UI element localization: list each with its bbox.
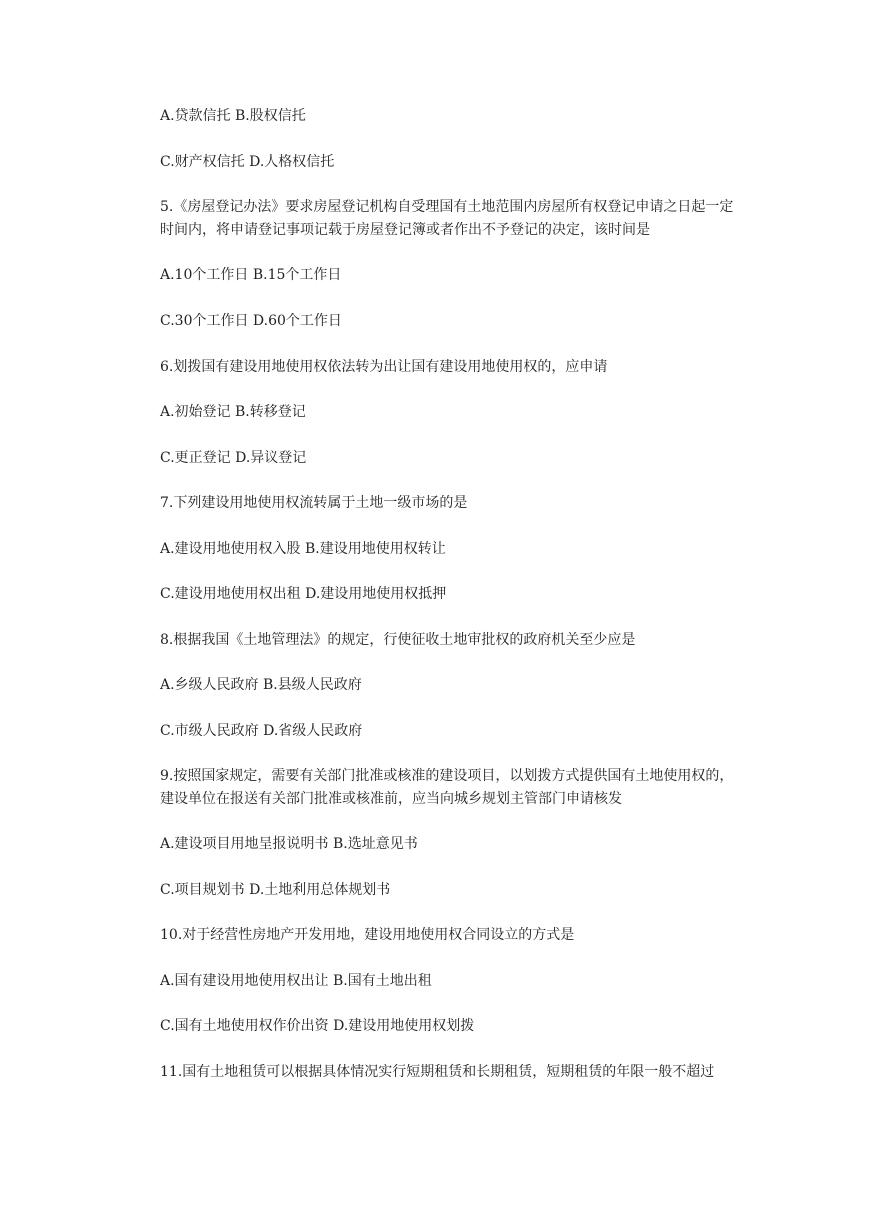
question-9: 9.按照国家规定，需要有关部门批准或核准的建设项目，以划拨方式提供国有土地使用权的，建设单位在报送有关部门批准或核准前，应当向城乡规划主管部门申请核发 [160, 768, 734, 807]
option-line-q10-cd: C.国有土地使用权作价出资 D.建设用地使用权划拨 [160, 1018, 475, 1034]
option-line-q9-ab: A.建设项目用地呈报说明书 B.选址意见书 [160, 836, 418, 852]
question-8: 8.根据我国《土地管理法》的规定，行使征收土地审批权的政府机关至少应是 [160, 632, 636, 648]
option-line-q5-ab: A.10个工作日 B.15个工作日 [160, 267, 342, 283]
option-line-q4-ab: A.贷款信托 B.股权信托 [160, 108, 306, 124]
question-5: 5.《房屋登记办法》要求房屋登记机构自受理国有土地范围内房屋所有权登记申请之日起一定时间内，将申请登记事项记载于房屋登记簿或者作出不予登记的决定，该时间是 [160, 199, 734, 238]
option-line-q6-cd: C.更正登记 D.异议登记 [160, 450, 307, 466]
option-line-q7-ab: A.建设用地使用权入股 B.建设用地使用权转让 [160, 541, 446, 557]
question-10: 10.对于经营性房地产开发用地，建设用地使用权合同设立的方式是 [160, 927, 575, 943]
question-6: 6.划拨国有建设用地使用权依法转为出让国有建设用地使用权的，应申请 [160, 359, 608, 375]
option-line-q8-cd: C.市级人民政府 D.省级人民政府 [160, 723, 363, 739]
option-line-q9-cd: C.项目规划书 D.土地利用总体规划书 [160, 882, 391, 898]
question-11: 11.国有土地租赁可以根据具体情况实行短期租赁和长期租赁，短期租赁的年限一般不超过 [160, 1064, 715, 1080]
option-line-q5-cd: C.30个工作日 D.60个工作日 [160, 313, 342, 329]
question-7: 7.下列建设用地使用权流转属于土地一级市场的是 [160, 495, 468, 511]
option-line-q6-ab: A.初始登记 B.转移登记 [160, 404, 306, 420]
option-line-q4-cd: C.财产权信托 D.人格权信托 [160, 154, 335, 170]
option-line-q8-ab: A.乡级人民政府 B.县级人民政府 [160, 677, 362, 693]
option-line-q7-cd: C.建设用地使用权出租 D.建设用地使用权抵押 [160, 586, 447, 602]
option-line-q10-ab: A.国有建设用地使用权出让 B.国有土地出租 [160, 973, 432, 989]
